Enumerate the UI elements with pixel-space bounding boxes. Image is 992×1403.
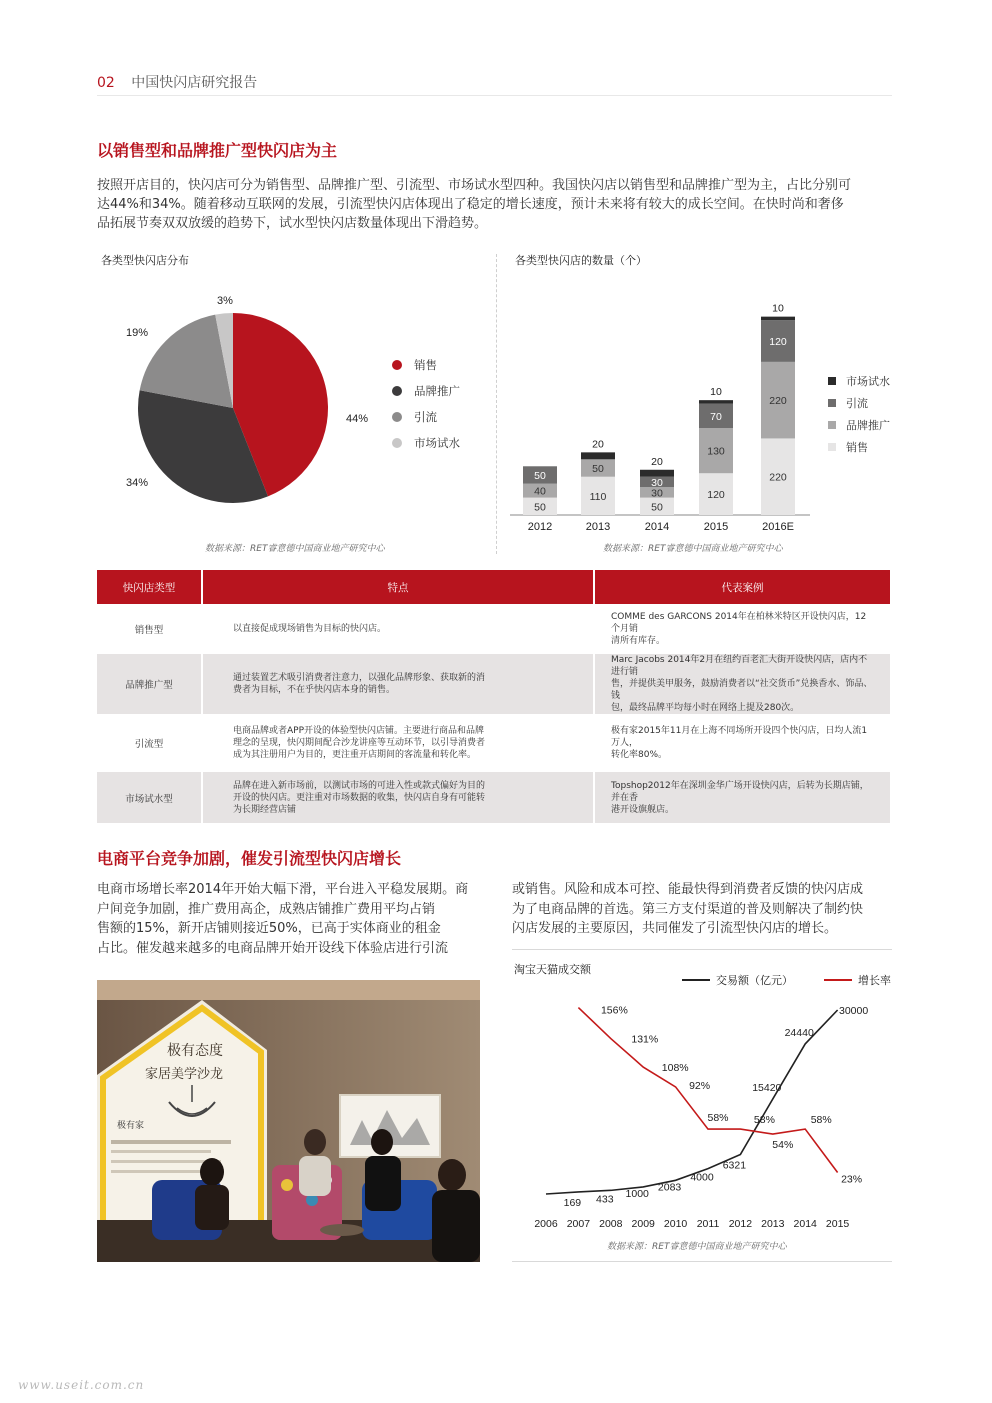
- line-chart-title: 淘宝天猫成交额: [514, 963, 591, 976]
- x-tick-label: 2008: [599, 1218, 623, 1230]
- feature-line: 以直接促成现场销售为目标的快闪店。: [233, 624, 387, 634]
- x-tick-label: 2015: [825, 1218, 850, 1230]
- bar-value-label: 20: [592, 438, 604, 451]
- data-label: 58%: [753, 1114, 775, 1127]
- x-tick-label: 2016E: [762, 521, 794, 533]
- bar-segment: [640, 470, 674, 477]
- bar-value-label: 50: [651, 501, 663, 514]
- legend-label: 品牌推广: [846, 419, 890, 432]
- data-label: 156%: [600, 1004, 628, 1017]
- feature-line: 品牌在进入新市场前，以测试市场的可进入性或款式偏好为目的: [233, 780, 486, 791]
- salon-photo-illustration: [97, 980, 480, 1262]
- section-title-2: 电商平台竞争加剧，催发引流型快闪店增长: [97, 849, 402, 868]
- data-label: 108%: [661, 1062, 689, 1075]
- bar-value-label: 20: [651, 455, 663, 468]
- bar-value-label: 120: [707, 489, 725, 502]
- table-header: 特点: [202, 570, 594, 605]
- legend-swatch: [392, 412, 402, 422]
- pie-slice-label: 19%: [125, 327, 149, 339]
- bar-value-label: 10: [710, 386, 722, 399]
- store-type-cell: 市场试水型: [97, 771, 202, 823]
- pie-slice-label: 44%: [345, 413, 369, 425]
- line-chart-bottom-rule: [512, 1261, 892, 1262]
- table-header-row: [97, 570, 891, 605]
- feature-cell: [202, 653, 594, 715]
- legend-swatch: [828, 421, 836, 429]
- paragraph-line: 按照开店目的，快闪店可分为销售型、品牌推广型、引流型、市场试水型四种。我国快闪店以销售型和品牌推广型为主，占比分别可: [97, 178, 852, 193]
- bar-segment: [699, 400, 733, 403]
- store-type-cell: 销售型: [97, 605, 202, 653]
- report-title: 中国快闪店研究报告: [131, 75, 258, 91]
- bar-value-label: 40: [534, 485, 546, 498]
- feature-line: 开设的快闪店。更注重对市场数据的收集，快闪店自身有可能转: [233, 792, 486, 803]
- feature-line: 通过装置艺术吸引消费者注意力，以强化品牌形象、获取新的消: [233, 673, 486, 683]
- legend-swatch: [392, 386, 402, 396]
- paragraph-line: 为了电商品牌的首选。第三方支付渠道的普及则解决了制约快: [512, 901, 864, 917]
- feature-cell: [202, 771, 594, 823]
- case-cell: [594, 653, 891, 715]
- data-label: 30000: [838, 1005, 869, 1017]
- data-label: 23%: [841, 1173, 863, 1186]
- legend-label: 增长率: [858, 975, 891, 987]
- x-tick-label: 2006: [534, 1218, 558, 1230]
- data-label: 169: [563, 1196, 582, 1209]
- data-label: 131%: [631, 1033, 659, 1046]
- pie-chart: [97, 280, 377, 520]
- bar-value-label: 110: [589, 490, 607, 503]
- legend-label: 销售: [414, 358, 437, 372]
- bar-chart-source: 数据来源：RET睿意德中国商业地产研究中心: [603, 544, 783, 554]
- paragraph-line: 售额的15%，新开店铺则接近50%，已高于实体商业的租金: [97, 921, 441, 936]
- store-type-cell: 品牌推广型: [97, 653, 202, 715]
- legend-item: [828, 370, 890, 392]
- table-row: [97, 715, 891, 771]
- chart-divider: [496, 254, 497, 554]
- legend-label: 市场试水: [846, 375, 890, 388]
- case-table: [97, 570, 892, 823]
- case-line: COMME des GARCONS 2014年在柏林米特区开设快闪店，12个月销: [611, 612, 867, 634]
- page-header: [97, 72, 257, 92]
- bar-value-label: 30: [651, 476, 663, 489]
- paragraph-line: 电商市场增长率2014年开始大幅下滑，平台进入平稳发展期。商: [97, 882, 469, 897]
- bar-value-label: 10: [772, 302, 784, 315]
- data-label: 92%: [689, 1079, 711, 1092]
- bar-chart: [510, 275, 820, 535]
- feature-cell: [202, 605, 594, 653]
- pie-chart-source: 数据来源：RET睿意德中国商业地产研究中心: [205, 544, 385, 554]
- case-cell: [594, 605, 891, 653]
- feature-cell: [202, 715, 594, 771]
- table-row: [97, 653, 891, 715]
- section1-paragraph: [97, 176, 897, 233]
- bar-value-label: 220: [769, 395, 787, 408]
- x-tick-label: 2014: [644, 521, 670, 533]
- line-chart-source: 数据来源：RET睿意德中国商业地产研究中心: [607, 1242, 787, 1252]
- legend-label: 引流: [414, 410, 437, 424]
- feature-line: 为长期经营店铺: [233, 804, 297, 815]
- pie-chart-title: 各类型快闪店分布: [101, 254, 189, 267]
- x-tick-label: 2014: [793, 1218, 817, 1230]
- legend-label: 市场试水: [414, 436, 460, 450]
- legend-item: [828, 436, 890, 458]
- bar-chart-title: 各类型快闪店的数量（个）: [515, 254, 647, 267]
- legend-item: [392, 430, 460, 456]
- legend-label: 品牌推广: [414, 384, 460, 398]
- legend-label: 引流: [846, 397, 868, 410]
- bar-value-label: 50: [534, 501, 546, 514]
- x-tick-label: 2013: [761, 1218, 785, 1230]
- case-line: Topshop2012年在深圳金华广场开设快闪店，后转为长期店铺，并在香: [611, 780, 869, 803]
- case-line: 清所有库存。: [611, 636, 666, 646]
- data-label: 24440: [784, 1026, 814, 1039]
- paragraph-line: 品拓展节奏双双放缓的趋势下，试水型快闪店数量体现出下滑趋势。: [97, 216, 488, 231]
- table-header: 快闪店类型: [97, 570, 202, 605]
- paragraph-line: 户间竞争加剧，推广费用高企，成熟店铺推广费用平均占销: [97, 901, 436, 917]
- case-line: Marc Jacobs 2014年2月在纽约百老汇大街开设快闪店，店内不进行销: [611, 655, 868, 677]
- x-tick-label: 2007: [566, 1218, 591, 1230]
- data-label: 2083: [657, 1181, 682, 1194]
- section2-right-text: [512, 880, 897, 939]
- header-rule: [97, 95, 892, 96]
- data-label: 433: [596, 1193, 614, 1206]
- pie-slice-label: 3%: [217, 295, 233, 307]
- x-tick-label: 2009: [631, 1218, 655, 1230]
- feature-line: 费者为目标，不在乎快闪店本身的销售。: [233, 685, 396, 695]
- data-label: 1000: [625, 1187, 649, 1200]
- legend-swatch: [828, 443, 836, 451]
- case-cell: [594, 715, 891, 771]
- bar-segment: [581, 452, 615, 459]
- legend-item: [828, 414, 890, 436]
- page-number: 02: [97, 75, 115, 91]
- section-title-1: 以销售型和品牌推广型快闪店为主: [97, 141, 338, 160]
- feature-line: 电商品牌或者APP开设的体验型快闪店铺。主要进行商品和品牌: [233, 726, 485, 736]
- photo-brand-label: 极有家: [117, 1120, 145, 1130]
- bar-value-label: 50: [534, 469, 546, 482]
- bar-value-label: 70: [710, 410, 722, 423]
- table-row: [97, 771, 891, 823]
- salon-photo: [97, 980, 480, 1262]
- bar-legend: [828, 370, 890, 458]
- photo-sign-line2: 家居美学沙龙: [145, 1066, 224, 1081]
- case-line: 港开设旗舰店。: [611, 804, 675, 815]
- data-label: 6321: [722, 1159, 747, 1172]
- bar-value-label: 120: [769, 336, 787, 348]
- x-tick-label: 2013: [585, 521, 611, 533]
- watermark: www.useit.com.cn: [18, 1378, 145, 1392]
- photo-sign-line1: 极有态度: [167, 1042, 223, 1058]
- x-tick-label: 2012: [527, 521, 553, 533]
- data-label: 4000: [690, 1171, 714, 1184]
- legend-item: [392, 378, 460, 404]
- legend-item: [828, 392, 890, 414]
- line-chart: [512, 965, 897, 1230]
- line-chart-top-rule: [512, 949, 892, 950]
- feature-line: 理念的呈现，快闪期间配合沙龙讲座等互动环节，以引导消费者: [233, 738, 486, 748]
- data-label: 58%: [707, 1112, 729, 1125]
- bar-value-label: 50: [592, 463, 604, 476]
- legend-swatch: [392, 438, 402, 448]
- bar-value-label: 130: [707, 445, 725, 458]
- legend-item: [392, 404, 460, 430]
- x-tick-label: 2011: [696, 1218, 720, 1230]
- feature-line: 成为其注册用户为目的，更注重开店期间的客流量和转化率。: [233, 750, 477, 760]
- section2-left-text: [97, 880, 487, 958]
- legend-swatch: [392, 360, 402, 370]
- legend-swatch: [828, 377, 836, 385]
- data-label: 58%: [810, 1114, 832, 1127]
- data-label: 15420: [752, 1081, 782, 1094]
- legend-label: 交易额（亿元）: [716, 975, 793, 987]
- legend-item: [392, 352, 460, 378]
- pie-legend: [392, 352, 460, 456]
- case-table-wrap: [97, 570, 892, 823]
- legend-swatch: [828, 399, 836, 407]
- bar-value-label: 220: [769, 471, 787, 484]
- pie-slice-label: 34%: [125, 477, 149, 489]
- paragraph-line: 或销售。风险和成本可控、能最快得到消费者反馈的快闪店成: [512, 882, 864, 897]
- x-tick-label: 2012: [728, 1218, 753, 1230]
- case-line: 极有家2015年11月在上海不同场所开设四个快闪店，日均人流1万人，: [611, 726, 868, 748]
- store-type-cell: 引流型: [97, 715, 202, 771]
- paragraph-line: 达44%和34%。随着移动互联网的发展，引流型快闪店体现出了稳定的增长速度，预计未来将有较大的成长空间。在快时尚和奢侈: [97, 197, 844, 212]
- paragraph-line: 闪店发展的主要原因，共同催发了引流型快闪店的增长。: [512, 921, 838, 936]
- table-row: [97, 605, 891, 653]
- data-label: 54%: [772, 1139, 794, 1152]
- bar-value-label: 30: [651, 487, 663, 500]
- case-line: 包，最终品牌平均每小时在网络上提及280次。: [611, 703, 800, 713]
- x-tick-label: 2010: [663, 1218, 688, 1230]
- case-line: 售，并提供美甲服务，鼓励消费者以“社交货币”兑换香水、饰品、钱: [611, 679, 873, 701]
- table-header: 代表案例: [594, 570, 891, 605]
- case-line: 转化率80%。: [611, 750, 668, 760]
- case-cell: [594, 771, 891, 823]
- x-tick-label: 2015: [703, 521, 729, 533]
- legend-label: 销售: [846, 441, 868, 454]
- paragraph-line: 占比。催发越来越多的电商品牌开始开设线下体验店进行引流: [97, 940, 449, 956]
- bar-segment: [761, 317, 795, 320]
